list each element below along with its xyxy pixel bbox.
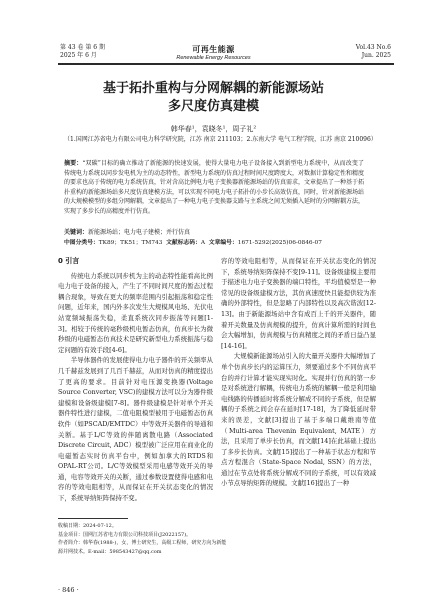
- paragraph: 容的等效电阻相等，从而保证在开关状态变化的情况下，系统导纳矩阵保持不变[9-11]。设备级建模主要用于描述电力电子变换器的端口特性，平均值模型是一种常见的设备级建模方法，其仿真速度快且能提供较为准确的外部特性，但是忽略了内部特性以及高次谐波[12-13]。由于新能源场站中含有成百上千的开关器件，随着开关数量及仿真规模的提升，仿真计算所需的时间也会大幅增加，仿真规模与仿真精度之间的矛盾日益凸显[14-16]。: [221, 257, 376, 350]
- volume-issue-en: [356, 44, 391, 60]
- author-list: 韩华春¹，袁晓冬¹，周子礼²: [170, 125, 257, 133]
- journal-name-cn: 可再生能源: [192, 44, 235, 54]
- section-heading: 0 引言: [58, 257, 80, 265]
- clc-label: 中图分类号：: [64, 240, 99, 246]
- doc-code-value: A: [200, 240, 206, 246]
- doc-code-label: 文献标志码：: [166, 240, 201, 246]
- title-line-2: 多尺度仿真建模: [167, 99, 259, 114]
- paragraph: 大规模新能源场站引入的大量开关器件大幅增加了单个仿真步长内的运算压力，须要通过多个不同仿真平台的并行计算才能实现实时化。实现并行仿真的第一步是对系统进行解耦，传统电力系统的解耦一般是利用输电线路的传播延时将系统分解成不同的子系统，但是解耦的子系统之间会存在延时[17-18]，为了降低延时带来的误差，文献[3]提出了基于多端口戴维南等值（Multi-area Thevenin Equivalent, MATE）方法，且采用了单步长仿真，而文献[14]在此基础上提出了多步长仿真。文献[15]提出了一种基于状态方程和节点方程混合（State-Space Nodal, SSN）的方法，通过在节点处将系统分解成不同的子系统，可以有效减小节点导纳矩阵的规模。文献[16]提出了一种: [221, 352, 376, 488]
- fund-info: 基金项目：国网江苏省电力有限公司科技项目(J2022157)。: [58, 531, 192, 538]
- volume-en: Vol.43 No.6: [355, 44, 391, 51]
- volume-issue-cn: 第 43 卷 第 6 期: [60, 44, 105, 51]
- article-no-value: 1671-5292(2025)06-0846-07: [237, 240, 322, 246]
- date-en: Jun. 2025: [361, 52, 391, 59]
- journal-header: [0, 0, 427, 70]
- abstract: [64, 159, 364, 217]
- footnote-rule: [58, 518, 128, 519]
- article-no-label: 文章编号：: [208, 240, 238, 246]
- keywords-text: 新能源场站；电力电子建模；并行仿真: [88, 229, 191, 236]
- received-date: 收稿日期：2024-07-12。: [58, 523, 117, 529]
- page-number: · 846 ·: [58, 586, 79, 594]
- affiliation: （1.国网江苏省电力有限公司电力科学研究院，江苏 南京 211103；2.东南大学 电气工程学院，江苏 南京 210096）: [64, 136, 377, 143]
- author-bio: 作者简介：韩华春(1988-)，女，博士研究生，高级工程师，研究方向为新能源并网技术。E-mail：598543427@qq.com: [58, 540, 227, 555]
- title-line-1: 基于拓扑重构与分网解耦的新能源场站: [102, 81, 324, 96]
- journal-name-en: Renewable Energy Resources: [176, 55, 251, 61]
- classification-meta: [64, 237, 374, 246]
- paragraph: 半导体器件的发展使得电力电子器件的开关频率从几千赫兹发展到了几百千赫兹，从而对仿真的精度提出了更高的要求。目前针对电压源变换器(Voltage Source Converter, VSC)的建模方法可以分为器件级建模和设备级建模[7-8]。器件级建模是针对单个开关器件特性进行建模，二值电阻模型被用于电磁暂态仿真软件（如PSCAD/EMTDC）中等效开关器件的导通和关断。基于L/C等效的伴随离散电路（Associated Discrete Circuit, ADC）模型被广泛应用在商业化的电磁暂态实时仿真平台中，例如加拿大的RTDS和OPAL-RT公司。L/C等效模型采用电感等效开关的导通，电容等效开关的关断，通过参数设置使得电感和电容的等效电阻相等，从而保证在开关状态变化的情况下，系统导纳矩阵保持不变。: [58, 356, 213, 503]
- header-rule: [58, 63, 394, 65]
- abstract-text: “双碳”目标的确立推动了新能源的快速发展，使得大量电力电子设备接入到新型电力系统中，从而改变了传统电力系统以同步发电机为主的动态特性，新型电力系统的仿真过程时间尺度跨度大，对数据计算稳定性和精度的要求也高于传统的电力系统仿真，针对含高比例电力电子变换器新能源场站的仿真需求，文章提出了一种基于拓扑重构的新能源场站多尺度仿真建模方法，可以实现不同电力电子拓扑的小步长高效仿真，同时，针对新能源场站的大规模模型的多组分网解耦，文章提出了一种电力电子变换器支路与主系统之间无须插入延时的分网解耦方法，实现了多步长的高精度并行仿真。: [64, 160, 365, 215]
- body-right-column: [221, 256, 376, 489]
- body-left-column: [58, 256, 213, 504]
- keywords-label: 关键词：: [64, 229, 89, 236]
- footnote: [58, 522, 228, 556]
- paragraph: 传统电力系统以同步机为主的动态特性能看高比例电力电子设备的接入，产生了不同时间尺度的暂态过程耦合现象，导致在更大的频率范围内引起振荡和稳定性问题，近年来，国内外多次发生大规模风电场、光伏电站宽频域振荡失稳，柔直系统次同步振荡等问题[1-3]。相较于传统的毫秒级机电暂态仿真，仿真步长为微秒级的电磁暂态仿真技术是研究新型电力系统振荡与稳定问题的有效手段[4-6]。: [58, 271, 213, 354]
- paper-title: [0, 80, 427, 116]
- clc-value: TK89；TK51；TM743: [98, 240, 163, 246]
- date-cn: 2025 年 6 月: [60, 52, 97, 59]
- keywords: [64, 227, 364, 236]
- abstract-label: 摘要：: [64, 160, 83, 167]
